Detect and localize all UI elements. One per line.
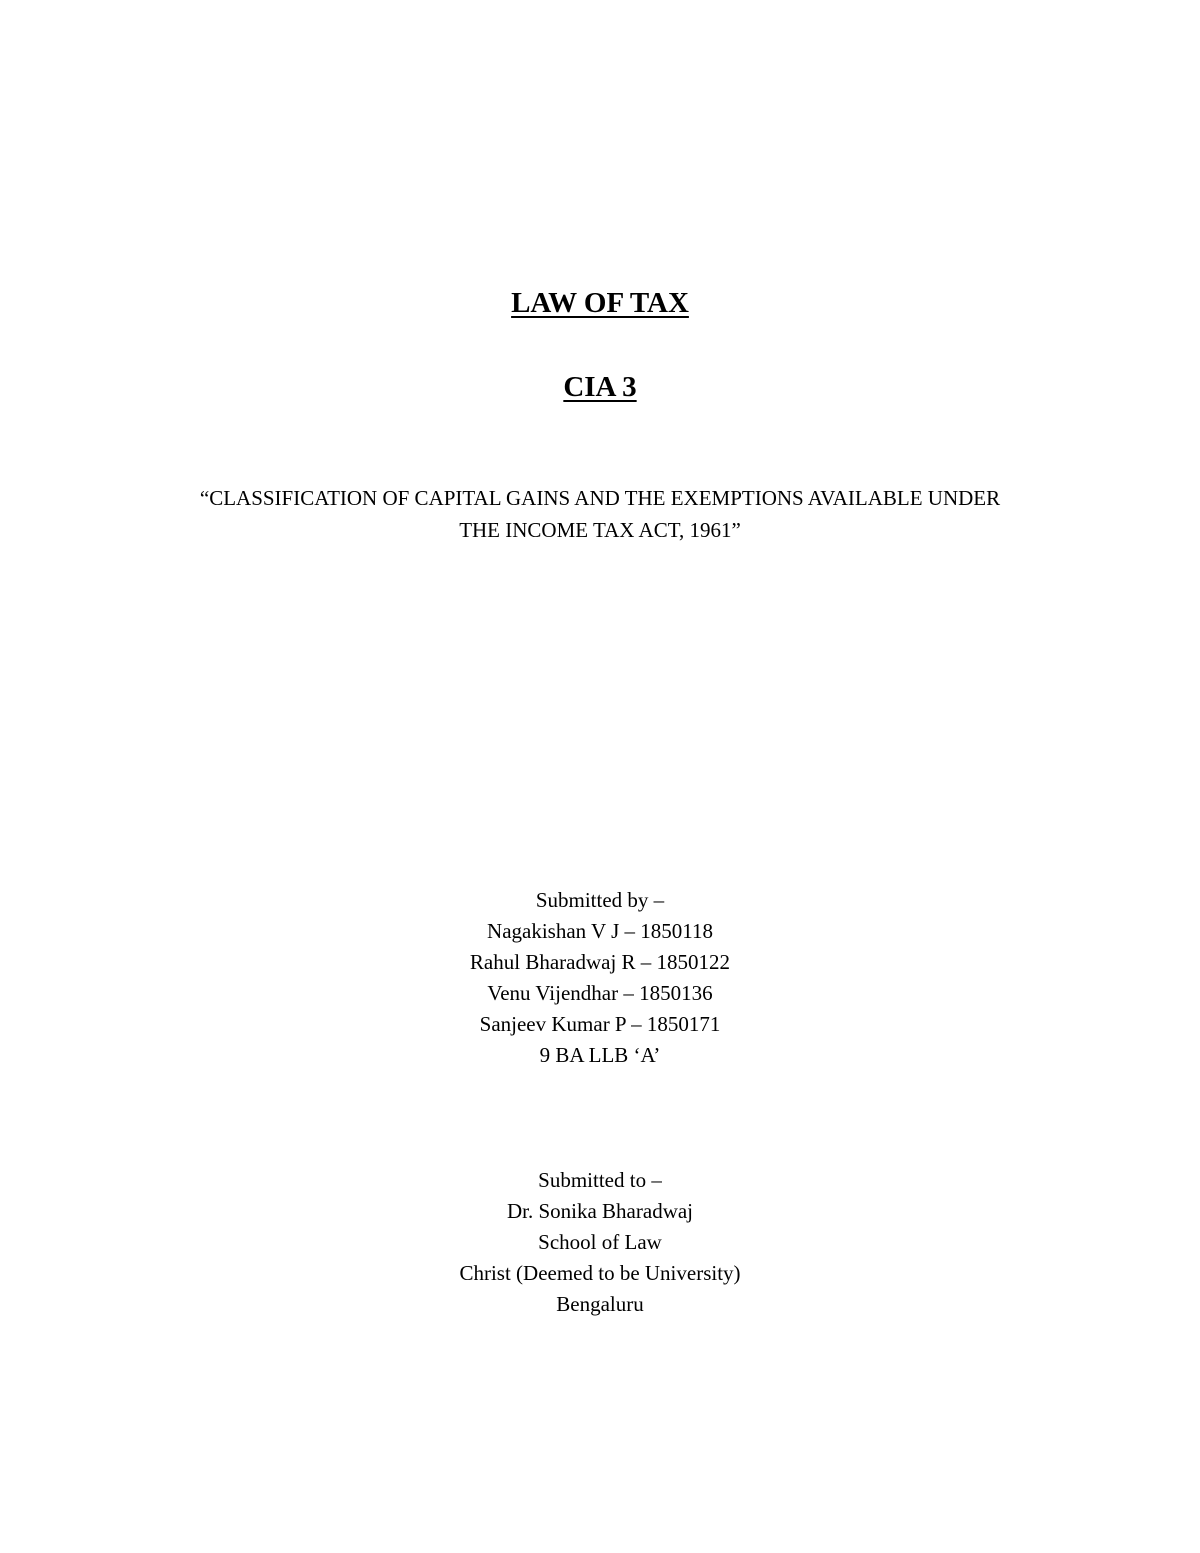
faculty-name: Dr. Sonika Bharadwaj bbox=[506, 1199, 694, 1223]
document-code: CIA 3 bbox=[563, 371, 637, 403]
topic-line: THE INCOME TAX ACT, 1961” bbox=[459, 518, 741, 542]
submitted-to-label: Submitted to – bbox=[538, 1168, 662, 1192]
document-title: LAW OF TAX bbox=[511, 287, 689, 319]
submitted-by-section bbox=[0, 885, 1200, 1071]
member-entry: Nagakishan V J – 1850118 bbox=[487, 919, 713, 943]
member-entry: Venu Vijendhar – 1850136 bbox=[487, 981, 713, 1005]
department-name: School of Law bbox=[538, 1230, 662, 1254]
topic-line: “CLASSIFICATION OF CAPITAL GAINS AND THE EXEMPTIONS AVAILABLE UNDER bbox=[199, 486, 1001, 510]
document-topic bbox=[0, 482, 1200, 546]
member-entry: Rahul Bharadwaj R – 1850122 bbox=[469, 950, 731, 974]
submitted-to-section bbox=[0, 1165, 1200, 1320]
member-entry: Sanjeev Kumar P – 1850171 bbox=[479, 1012, 721, 1036]
city-name: Bengaluru bbox=[556, 1292, 644, 1316]
class-section: 9 BA LLB ‘A’ bbox=[539, 1043, 661, 1067]
institution-name: Christ (Deemed to be University) bbox=[459, 1261, 741, 1285]
submitted-by-label: Submitted by – bbox=[535, 888, 665, 912]
